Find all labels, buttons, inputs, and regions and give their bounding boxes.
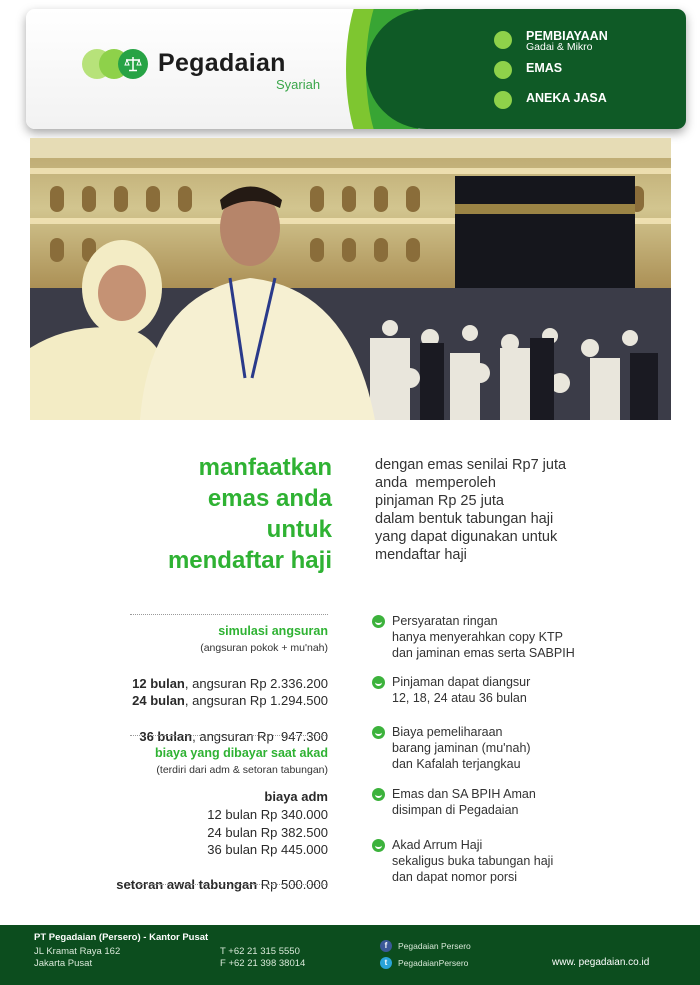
setoran-row [100, 858, 328, 894]
twitter-icon: t [380, 957, 392, 969]
footer-address-street: JL Kramat Raya 162 [34, 946, 121, 957]
feature-line: Emas dan SA BPIH Aman [392, 787, 536, 801]
feature-line: Pinjaman dapat diangsur [392, 675, 531, 689]
headline-line: emas anda [207, 485, 332, 512]
installment-amount: , angsuran Rp 947.300 [192, 729, 328, 744]
simulation-subtitle: (angsuran pokok + mu'nah) [200, 642, 328, 654]
installment-amount: , angsuran Rp 1.294.500 [184, 693, 328, 708]
bullet-icon [494, 31, 512, 49]
divider [130, 614, 328, 615]
divider [130, 735, 328, 736]
logo-circles-icon [82, 49, 152, 81]
adm-row: 36 bulan Rp 445.000 [207, 842, 328, 857]
installment-term: 12 bulan [132, 676, 185, 691]
bullet-icon [494, 91, 512, 109]
adm-row: 24 bulan Rp 382.500 [207, 825, 328, 840]
intro-line: dengan emas senilai Rp7 juta [375, 457, 567, 473]
header-banner [26, 9, 686, 129]
menu-sublabel: Gadai & Mikro [526, 41, 593, 53]
simulation-title: simulasi angsuran [218, 624, 328, 638]
brand-name: Pegadaian [158, 49, 286, 77]
facebook-icon: f [380, 940, 392, 952]
headline [120, 452, 332, 576]
feature-line: Biaya pemeliharaan [392, 725, 503, 739]
feature-line: hanya menyerahkan copy KTP [392, 630, 563, 644]
feature-line: dan Kafalah terjangkau [392, 757, 521, 771]
feature-line: barang jaminan (mu'nah) [392, 741, 531, 755]
footer [0, 925, 700, 985]
footer-company: PT Pegadaian (Persero) - Kantor Pusat [34, 932, 209, 943]
akad-subtitle: (terdiri dari adm & setoran tabungan) [156, 764, 328, 776]
footer-website-link[interactable]: www. pegadaian.co.id [552, 957, 650, 968]
footer-phone[interactable]: T +62 21 315 5550 [220, 946, 300, 957]
smile-icon [372, 839, 385, 852]
menu-label: PEMBIAYAAN [526, 29, 608, 43]
feature-line: 12, 18, 24 atau 36 bulan [392, 691, 527, 705]
installment-term: 36 bulan [139, 729, 193, 744]
brand-logo[interactable] [82, 49, 321, 99]
intro-line: mendaftar haji [375, 547, 467, 563]
adm-title: biaya adm [264, 789, 328, 804]
smile-icon [372, 788, 385, 801]
adm-row: 12 bulan Rp 340.000 [207, 807, 328, 822]
feature-line: Persyaratan ringan [392, 614, 498, 628]
scale-icon [124, 56, 142, 72]
headline-line: untuk [266, 516, 332, 543]
smile-icon [372, 615, 385, 628]
feature-line: dan jaminan emas serta SABPIH [392, 646, 575, 660]
footer-fax: F +62 21 398 38014 [220, 958, 306, 969]
headline-line: manfaatkan [198, 454, 332, 481]
smile-icon [372, 676, 385, 689]
feature-line: Akad Arrum Haji [392, 838, 483, 852]
akad-title: biaya yang dibayar saat akad [154, 746, 328, 760]
facebook-label: Pegadaian Persero [398, 941, 471, 951]
menu-label: ANEKA JASA [526, 91, 607, 105]
feature-line: disimpan di Pegadaian [392, 803, 519, 817]
feature-line: sekaligus buka tabungan haji [392, 854, 554, 868]
menu-label: EMAS [526, 61, 563, 75]
headline-line: mendaftar haji [167, 547, 332, 574]
smile-icon [372, 726, 385, 739]
bullet-icon [494, 61, 512, 79]
intro-line: yang dapat digunakan untuk [375, 529, 558, 545]
twitter-label: PegadaianPersero [398, 958, 469, 968]
setoran-value: Rp 500.000 [257, 877, 328, 892]
hero-photo-kaaba [30, 138, 671, 420]
installment-row [100, 708, 328, 746]
intro-line: dalam bentuk tabungan haji [375, 511, 554, 527]
installment-amount: , angsuran Rp 2.336.200 [184, 676, 328, 691]
footer-address-city: Jakarta Pusat [34, 958, 93, 969]
divider [130, 884, 328, 885]
feature-line: dan dapat nomor porsi [392, 870, 518, 884]
intro-line: pinjaman Rp 25 juta [375, 493, 504, 509]
intro-text [375, 456, 675, 564]
brand-sub: Syariah [276, 77, 321, 92]
setoran-label: setoran awal tabungan [116, 877, 258, 892]
installment-term: 24 bulan [132, 693, 185, 708]
intro-line: anda memperoleh [375, 475, 496, 491]
